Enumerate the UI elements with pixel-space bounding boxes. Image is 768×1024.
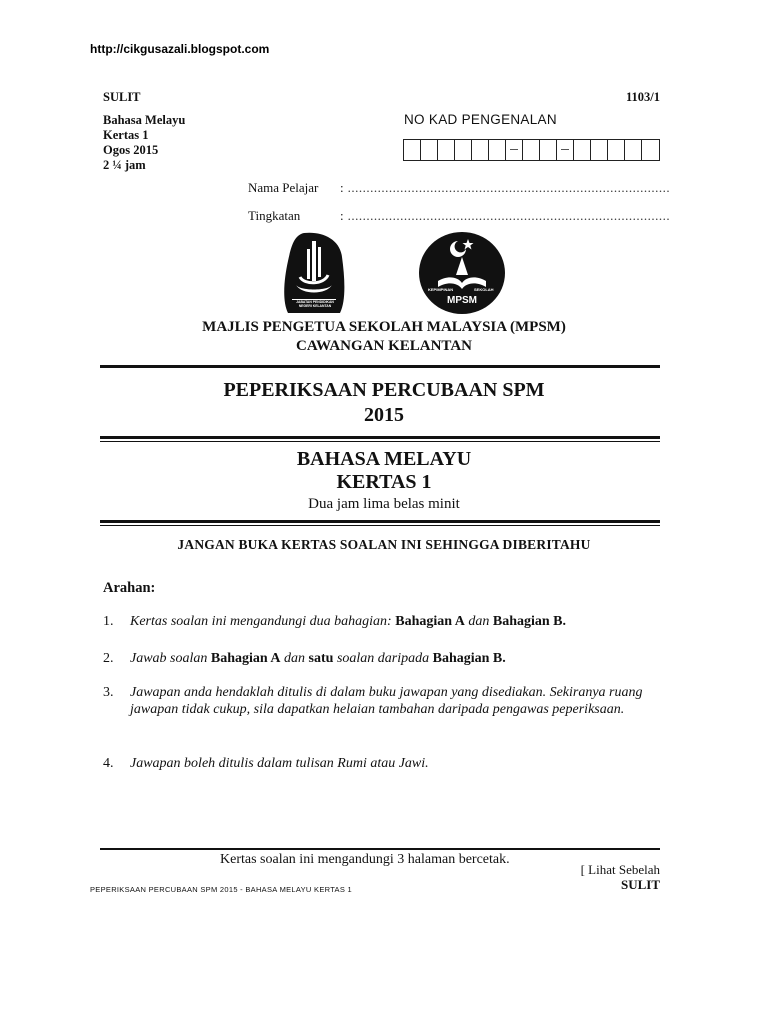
dash-mark xyxy=(510,149,518,150)
instruction-text: Jawapan boleh ditulis dalam tulisan Rumi atau Jawi. xyxy=(130,756,429,771)
subject-title: BAHASA MELAYU xyxy=(296,448,472,470)
duration-text: Dua jam lima belas minit xyxy=(308,496,460,512)
jpn-kelantan-logo xyxy=(282,231,346,320)
instruction-item xyxy=(103,613,673,630)
instruction-number: 3. xyxy=(103,685,114,700)
mpsm-logo-arc-right: SEKOLAH xyxy=(474,287,494,292)
instruction-item xyxy=(103,684,673,718)
ic-box[interactable] xyxy=(438,140,455,160)
instruction-emphasis: satu xyxy=(308,651,334,666)
instruction-fragment: dan xyxy=(280,651,309,666)
instruction-emphasis: Bahagian A xyxy=(210,651,281,666)
ic-box[interactable] xyxy=(489,140,506,160)
instruction-fragment: dan xyxy=(464,614,493,629)
divider-rule xyxy=(100,436,660,439)
exam-title: PEPERIKSAAN PERCUBAAN SPM xyxy=(223,379,545,401)
source-url-link[interactable]: http://cikgusazali.blogspot.com xyxy=(90,42,270,56)
divider-rule xyxy=(100,525,660,526)
instructions-heading: Arahan: xyxy=(103,580,156,596)
paper-title: KERTAS 1 xyxy=(336,471,432,493)
page-count-note: Kertas soalan ini mengandungi 3 halaman bercetak. xyxy=(220,852,510,867)
mpsm-logo-arc-left: KEPIMPINAN xyxy=(428,287,454,292)
duration-short-label: 2 ¼ jam xyxy=(103,158,146,172)
paper-label: Kertas 1 xyxy=(103,128,149,142)
divider-rule xyxy=(100,520,660,523)
field-separator: : xyxy=(340,180,344,195)
divider-rule xyxy=(100,441,660,442)
running-title: PEPERIKSAAN PERCUBAAN SPM 2015 - BAHASA MELAYU KERTAS 1 xyxy=(90,885,353,894)
ic-separator-box xyxy=(557,140,574,160)
class-dots[interactable]: ...................................................................................... xyxy=(347,208,671,223)
instruction-number: 4. xyxy=(103,756,114,771)
ic-box[interactable] xyxy=(472,140,489,160)
turn-over-note: [ Lihat Sebelah xyxy=(580,862,660,877)
ic-box[interactable] xyxy=(574,140,591,160)
ic-box[interactable] xyxy=(608,140,625,160)
ic-number-label: NO KAD PENGENALAN xyxy=(404,112,557,127)
header-left-block xyxy=(103,90,185,173)
instruction-fragment: Jawab soalan xyxy=(130,651,211,666)
instruction-number: 1. xyxy=(103,614,114,629)
instruction-fragment: Kertas soalan ini mengandungi dua bahagian: xyxy=(130,614,396,629)
ic-separator-box xyxy=(506,140,523,160)
ic-box[interactable] xyxy=(455,140,472,160)
instruction-text: Jawapan anda hendaklah ditulis di dalam buku jawapan yang disediakan. Sekiranya ruang jawapan tidak cukup, sila dapatkan helaian tambahan daripada pengawas peperiksaan. xyxy=(130,685,643,717)
footer-classification: SULIT xyxy=(620,877,660,892)
student-name-field[interactable] xyxy=(248,180,670,196)
ic-box[interactable] xyxy=(642,140,659,160)
ic-box[interactable] xyxy=(421,140,438,160)
dash-mark xyxy=(561,149,569,150)
instruction-emphasis: Bahagian B. xyxy=(432,651,506,666)
exam-title-block xyxy=(40,378,728,428)
month-year-label: Ogos 2015 xyxy=(103,143,159,157)
student-name-dots[interactable]: ...................................................................................... xyxy=(347,180,671,195)
ic-box[interactable] xyxy=(591,140,608,160)
instruction-number: 2. xyxy=(103,651,114,666)
footer-rule xyxy=(100,848,660,850)
instruction-text xyxy=(130,650,506,667)
subject-block xyxy=(40,448,728,494)
class-label: Tingkatan xyxy=(248,208,301,223)
organisation-line1: MAJLIS PENGETUA SEKOLAH MALAYSIA (MPSM) xyxy=(202,319,566,335)
student-name-label: Nama Pelajar xyxy=(248,180,319,195)
instruction-fragment: soalan daripada xyxy=(333,651,433,666)
instruction-item xyxy=(103,650,673,667)
instruction-text xyxy=(130,613,566,630)
classification-label: SULIT xyxy=(103,90,141,104)
exam-year: 2015 xyxy=(364,404,404,426)
divider-rule xyxy=(100,365,660,368)
ic-number-boxes[interactable] xyxy=(403,139,660,161)
class-field[interactable] xyxy=(248,208,670,224)
instruction-emphasis: Bahagian B. xyxy=(492,614,567,629)
ic-box[interactable] xyxy=(625,140,642,160)
paper-code: 1103/1 xyxy=(625,90,660,104)
ic-box[interactable] xyxy=(540,140,557,160)
warning-text: JANGAN BUKA KERTAS SOALAN INI SEHINGGA DIBERITAHU xyxy=(177,537,591,552)
instruction-emphasis: Bahagian A xyxy=(395,614,465,629)
ic-box[interactable] xyxy=(523,140,540,160)
instruction-item xyxy=(103,755,673,772)
subject-label: Bahasa Melayu xyxy=(103,113,186,127)
field-separator: : xyxy=(340,208,344,223)
mpsm-logo xyxy=(418,231,506,320)
mpsm-logo-text: MPSM xyxy=(447,295,477,306)
jpn-logo-caption: JABATAN PENDIDIKAN NEGERI KELANTAN xyxy=(296,300,334,308)
organisation-line2: CAWANGAN KELANTAN xyxy=(296,338,472,354)
organisation-block xyxy=(40,318,728,356)
ic-box[interactable] xyxy=(404,140,421,160)
